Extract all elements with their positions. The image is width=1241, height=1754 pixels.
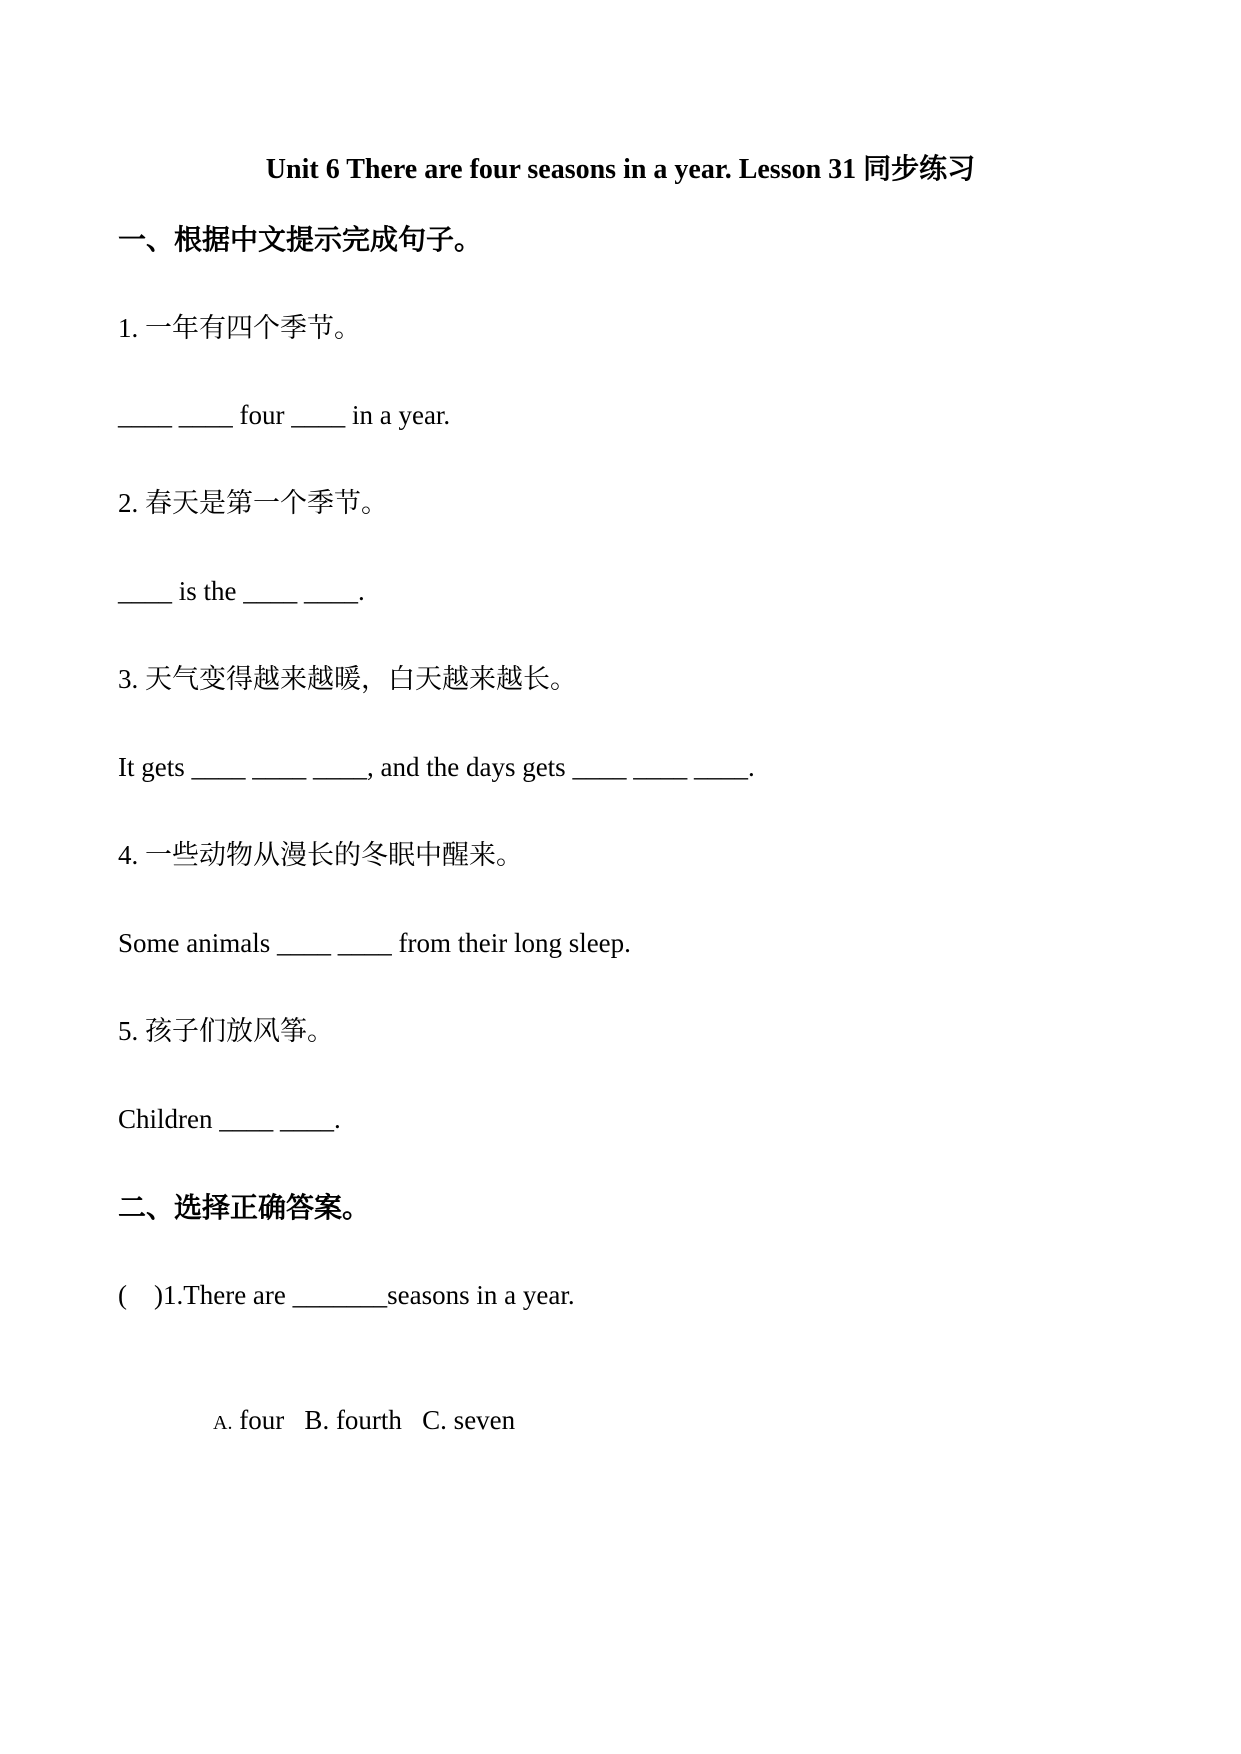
choice-question-1-options (186, 1363, 515, 1480)
question-5-chinese: 5. 孩子们放风筝。 (118, 1016, 334, 1046)
option-a-label: A. (213, 1412, 233, 1434)
question-2-english: ____ is the ____ ____. (118, 576, 365, 606)
options-text: four B. fourth C. seven (232, 1405, 516, 1435)
question-5-english: Children ____ ____. (118, 1104, 341, 1134)
worksheet-title: Unit 6 There are four seasons in a year. Lesson 31 同步练习 (265, 154, 976, 185)
question-4-english: Some animals ____ ____ from their long sleep. (118, 928, 631, 958)
question-1-english: ____ ____ four ____ in a year. (118, 400, 451, 430)
section-2-heading: 二、选择正确答案。 (118, 1193, 371, 1224)
question-4-chinese: 4. 一些动物从漫长的冬眠中醒来。 (118, 840, 523, 870)
question-3-chinese: 3. 天气变得越来越暖，白天越来越长。 (118, 664, 577, 694)
question-2-chinese: 2. 春天是第一个季节。 (118, 488, 388, 518)
question-3-english: It gets ____ ____ ____, and the days gets ____ ____ ____. (118, 752, 755, 782)
section-1-heading: 一、根据中文提示完成句子。 (118, 225, 483, 256)
question-1-chinese: 1. 一年有四个季节。 (118, 313, 361, 343)
choice-question-1: ( )1.There are _______seasons in a year. (118, 1280, 575, 1310)
